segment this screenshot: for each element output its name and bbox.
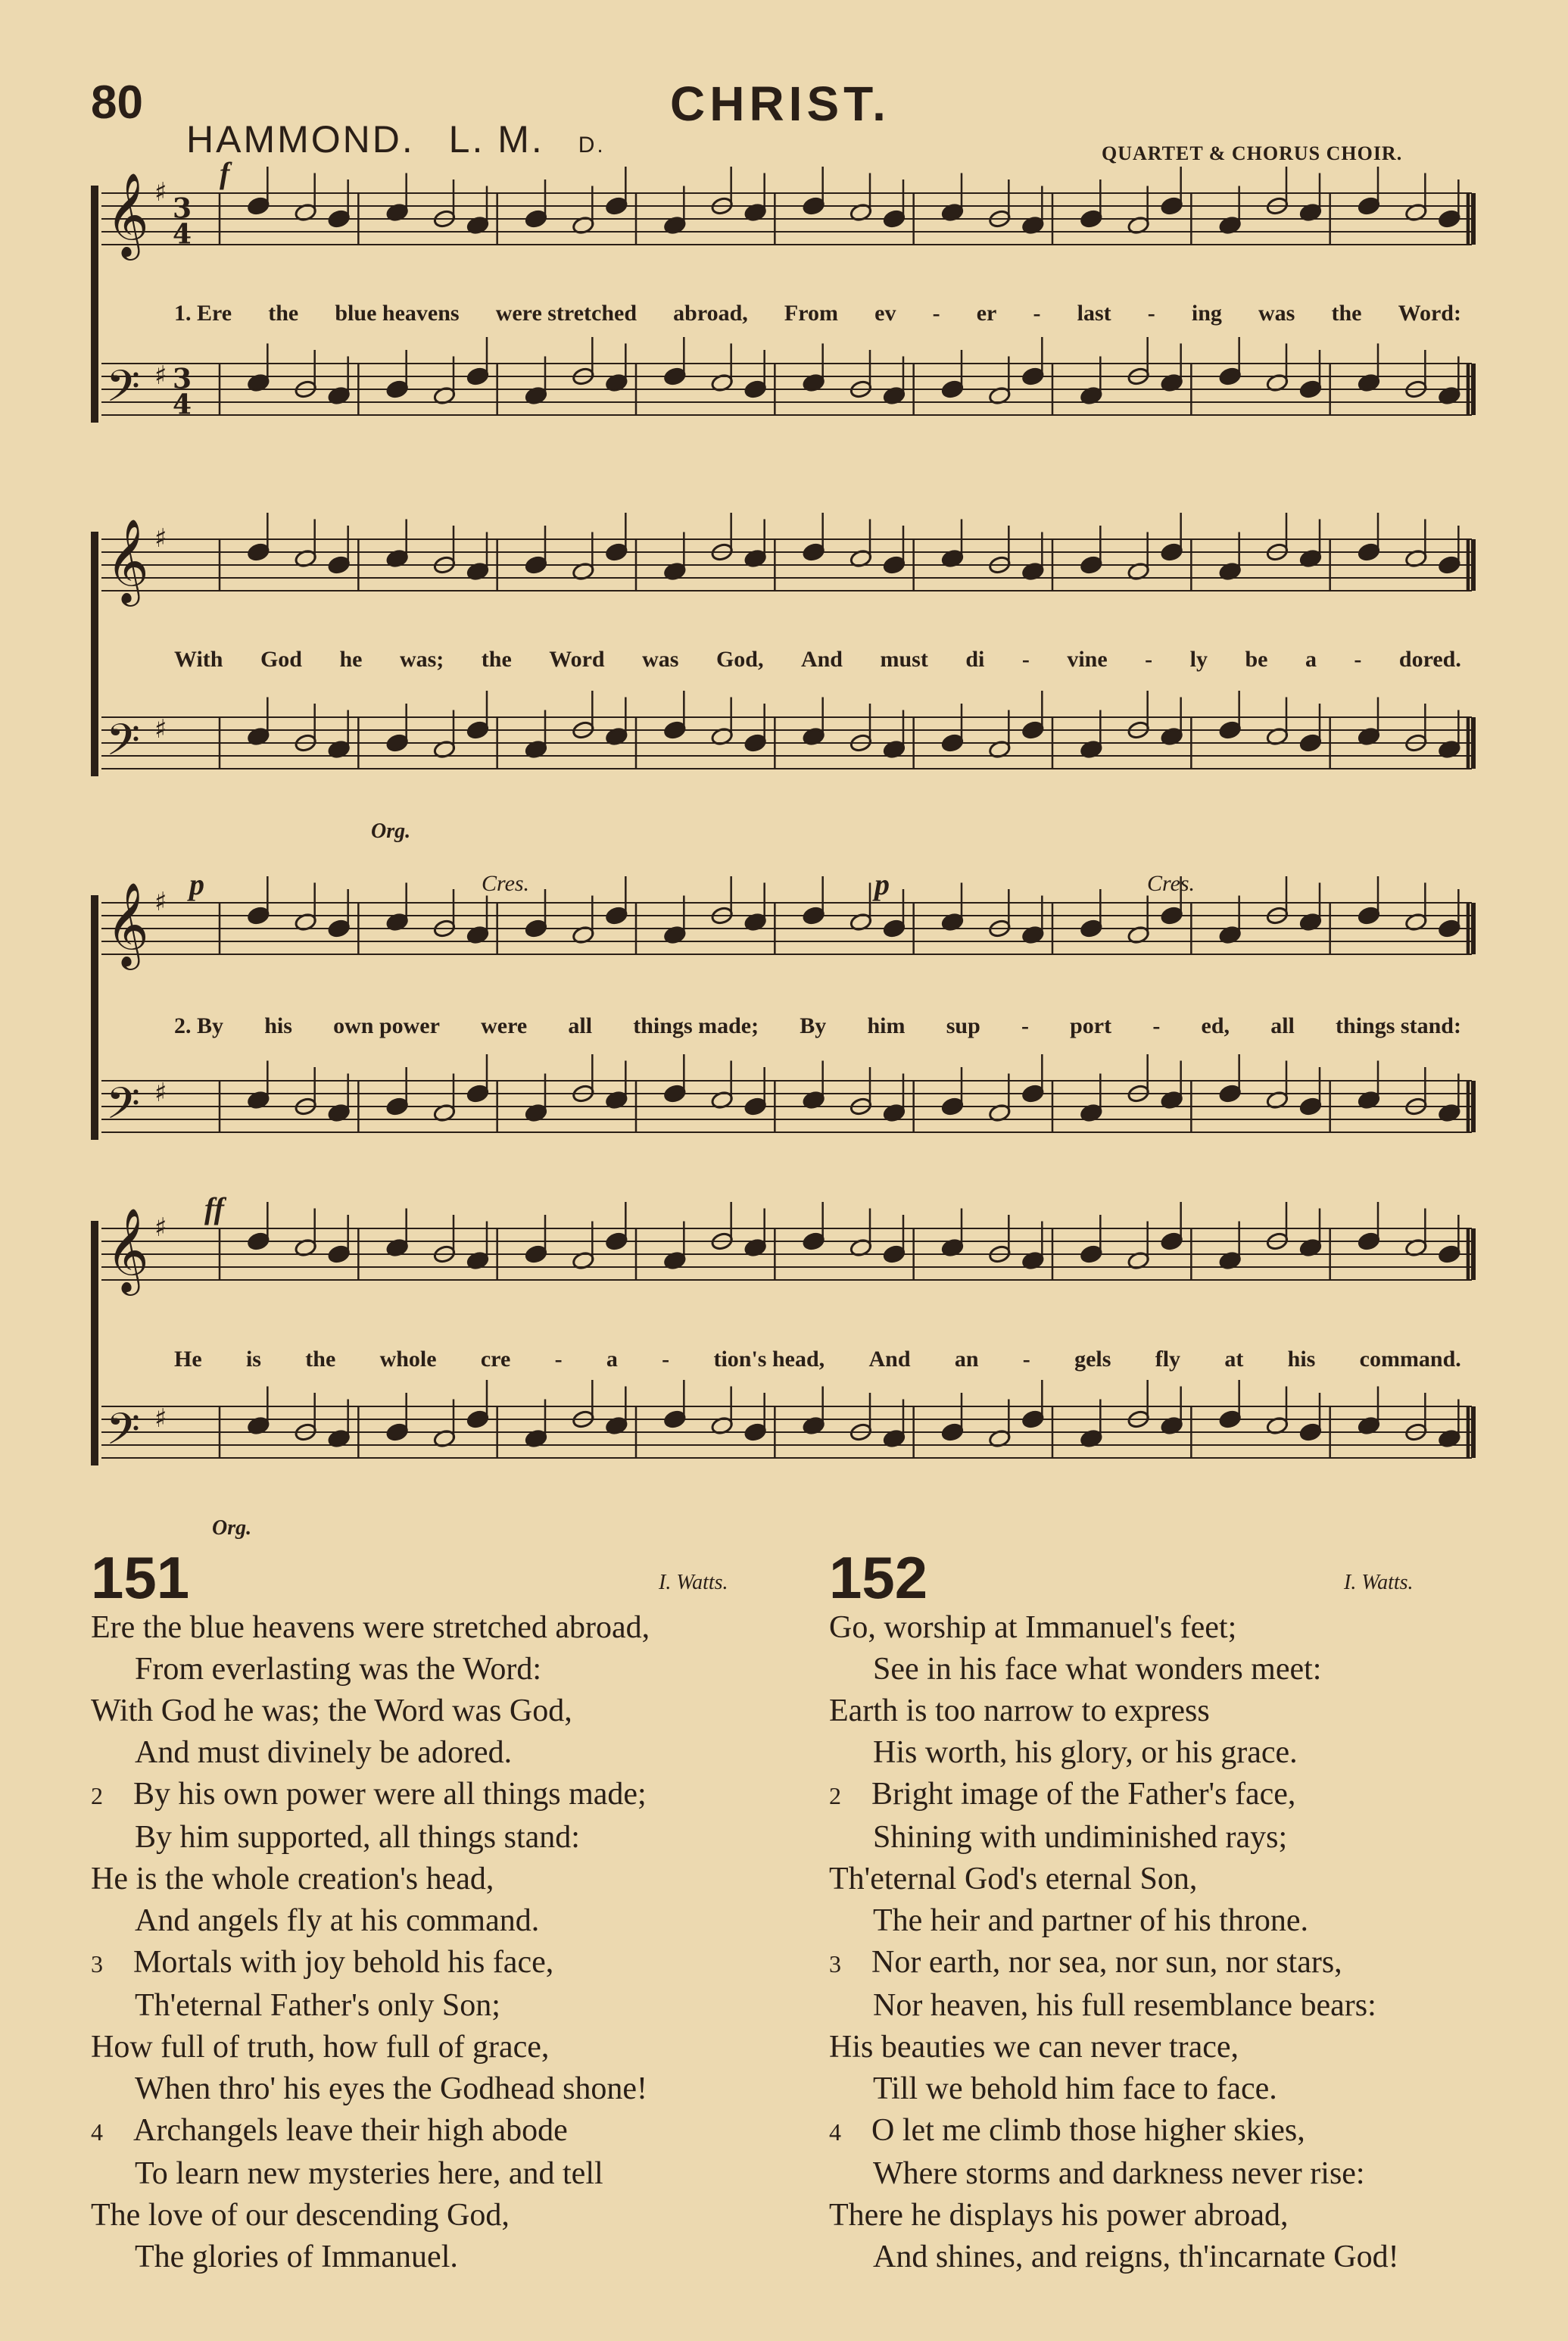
lyric-syllable: were [481, 1013, 528, 1038]
note-head [802, 542, 825, 562]
note-head [941, 379, 965, 399]
note-head [1438, 209, 1461, 229]
lyric-syllable: By [800, 1013, 827, 1038]
verse-line [829, 2027, 1399, 2068]
note-head [1438, 555, 1461, 575]
lyric-syllable: He [174, 1347, 202, 1372]
note-head [941, 733, 965, 753]
note-head [743, 1097, 767, 1116]
lyric-syllable: From [784, 301, 839, 326]
verse-number: 2 [829, 1782, 841, 1809]
lyric-syllable: the [268, 301, 299, 326]
verse-text: And must divinely be adored. [135, 1735, 513, 1770]
lyric-syllable: be [1245, 647, 1268, 672]
lyric-syllable: - [554, 1347, 563, 1372]
note-head [1021, 367, 1045, 386]
note-head [1160, 1231, 1183, 1251]
note-head [1080, 1244, 1103, 1264]
verse-line [91, 2236, 650, 2278]
organ-marking: Org. [371, 819, 411, 843]
dynamic-piano-1: p [189, 867, 204, 901]
note-head [327, 555, 351, 575]
lyric-syllable: must [880, 647, 928, 672]
verse-line [91, 1859, 650, 1900]
verse-line [91, 1690, 650, 1732]
music-system-2 [91, 509, 1484, 842]
dynamic-piano-2: p [874, 867, 890, 901]
lyric-syllable: a [606, 1347, 618, 1372]
verse-text: From everlasting was the Word: [135, 1652, 542, 1687]
note-head [883, 209, 906, 229]
tune-meter: L. M. [448, 118, 544, 161]
note-head [385, 733, 409, 753]
note-head [466, 1409, 490, 1429]
lyric-syllable: he [339, 647, 363, 672]
lyric-syllable: ed, [1201, 1013, 1230, 1038]
verse-text: To learn new mysteries here, and tell [135, 2156, 603, 2191]
note-head [1021, 1084, 1045, 1103]
note-head [883, 555, 906, 575]
sharp-icon: ♯ [154, 1078, 167, 1109]
lyric-syllable: the [481, 647, 512, 672]
note-head [327, 1244, 351, 1264]
lyric-line-4 [91, 1347, 1484, 1372]
note-head [525, 1244, 548, 1264]
verse-text: How full of truth, how full of grace, [91, 2030, 550, 2065]
verse-number: 3 [91, 1950, 103, 1977]
note-head [663, 720, 687, 740]
note-head [1021, 720, 1045, 740]
verse-line [829, 2236, 1399, 2278]
lyric-syllable: 2. By [174, 1013, 224, 1038]
note-head [466, 1084, 490, 1103]
verse-text: O let me climb those higher skies, [871, 2113, 1305, 2148]
note-head [605, 542, 628, 562]
verse-text: And angels fly at his command. [135, 1903, 540, 1938]
lyric-syllable: God [260, 647, 302, 672]
lyric-syllable: vine [1067, 647, 1108, 672]
verse-number: 4 [829, 2118, 841, 2146]
bass-clef-icon: 𝄢 [106, 361, 141, 423]
verse-text: Go, worship at Immanuel's feet; [829, 1610, 1237, 1645]
ensemble-label: QUARTET & CHORUS CHOIR. [1102, 142, 1403, 164]
verse-text: With God he was; the Word was God, [91, 1693, 572, 1728]
note-head [1438, 919, 1461, 938]
lyric-syllable: cre [480, 1347, 511, 1372]
lyric-syllable: And [800, 647, 843, 672]
music-staves-3 [91, 872, 1484, 1213]
verse-text: By his own power were all things made; [133, 1777, 647, 1812]
verse-text: Till we behold him face to face. [873, 2071, 1277, 2106]
hymn-number: 152 [829, 1544, 928, 1611]
verse-line [91, 1942, 650, 1985]
lyric-syllable: his [264, 1013, 292, 1038]
lyric-syllable: er [976, 301, 997, 326]
music-system-3 [91, 867, 1484, 1213]
treble-clef-icon: 𝄞 [106, 882, 149, 967]
verse-text: His beauties we can never trace, [829, 2030, 1239, 2065]
verse-number: 2 [91, 1782, 103, 1809]
sharp-icon: ♯ [154, 714, 167, 745]
lyric-syllable: - [662, 1347, 670, 1372]
verse-text: His worth, his glory, or his grace. [873, 1735, 1298, 1770]
lyric-syllable: - [1022, 1347, 1030, 1372]
note-head [1299, 379, 1323, 399]
note-head [802, 1231, 825, 1251]
lyric-syllable: were stretched [495, 301, 637, 326]
lyric-syllable: Word [549, 647, 605, 672]
dynamic-fortissimo: ff [204, 1191, 224, 1225]
verse-line [829, 2195, 1399, 2236]
note-head [883, 1244, 906, 1264]
note-head [1438, 1244, 1461, 1264]
sharp-icon: ♯ [154, 523, 167, 554]
lyric-syllable: - [1152, 1013, 1161, 1038]
lyric-syllable: - [1147, 301, 1155, 326]
page-number: 80 [91, 76, 143, 129]
lyric-syllable: dored. [1398, 647, 1461, 672]
note-head [743, 379, 767, 399]
sharp-icon: ♯ [154, 361, 167, 392]
lyric-syllable: - [932, 301, 940, 326]
bass-clef-icon: 𝄢 [106, 714, 141, 777]
lyric-syllable: the [305, 1347, 336, 1372]
verse-line [829, 2068, 1399, 2110]
verse-line [829, 1690, 1399, 1732]
lyric-syllable: an [954, 1347, 979, 1372]
note-head [247, 542, 270, 562]
time-signature-top: 3 [173, 363, 192, 395]
lyric-line-3 [91, 1013, 1484, 1039]
note-head [743, 733, 767, 753]
lyric-syllable: ev [874, 301, 896, 326]
sharp-icon: ♯ [154, 1403, 167, 1434]
lyric-syllable: was [1258, 301, 1295, 326]
note-head [1218, 720, 1242, 740]
verse-number: 3 [829, 1950, 841, 1977]
music-staves-4 [91, 1198, 1484, 1547]
verse-line [91, 2110, 650, 2153]
note-head [743, 1422, 767, 1442]
verse-line [91, 1732, 650, 1774]
note-head [385, 1422, 409, 1442]
note-head [605, 1231, 628, 1251]
note-head [1358, 542, 1381, 562]
verse-text: The glories of Immanuel. [135, 2240, 458, 2274]
hymn-verses [829, 1607, 1399, 2278]
note-head [525, 555, 548, 575]
lyric-syllable: a [1305, 647, 1317, 672]
time-signature-bottom: 4 [173, 389, 192, 421]
hymn-author: I. Watts. [1344, 1571, 1414, 1594]
lyric-syllable: abroad, [673, 301, 748, 326]
note-head [327, 209, 351, 229]
sharp-icon: ♯ [154, 1213, 167, 1244]
note-head [1358, 1231, 1381, 1251]
lyric-syllable: ing [1191, 301, 1222, 326]
note-head [1160, 906, 1183, 925]
lyric-syllable: blue heavens [335, 301, 460, 326]
crescendo-2: Cres. [1147, 871, 1195, 896]
verse-text: Ere the blue heavens were stretched abroad, [91, 1610, 650, 1645]
lyric-syllable: things stand: [1336, 1013, 1461, 1038]
verse-text: There he displays his power abroad, [829, 2198, 1289, 2233]
lyric-syllable: his [1287, 1347, 1316, 1372]
lyric-syllable: fly [1155, 1347, 1181, 1372]
note-head [1299, 1422, 1323, 1442]
music-system-1 [91, 156, 1484, 481]
note-head [1218, 1084, 1242, 1103]
verse-text: Archangels leave their high abode [133, 2113, 568, 2148]
lyric-syllable: all [1270, 1013, 1295, 1038]
time-signature-top: 3 [173, 192, 192, 225]
lyric-syllable: ly [1189, 647, 1208, 672]
lyric-syllable: port [1070, 1013, 1112, 1038]
verse-line [829, 1649, 1399, 1690]
verse-line [829, 2110, 1399, 2153]
treble-clef-icon: 𝄞 [106, 172, 149, 258]
verse-text: Th'eternal Father's only Son; [135, 1988, 500, 2023]
verse-text: Th'eternal God's eternal Son, [829, 1862, 1198, 1896]
note-head [247, 196, 270, 216]
organ-marking-2: Org. [212, 1516, 252, 1540]
verse-text: Bright image of the Father's face, [871, 1777, 1296, 1812]
verse-line [829, 1985, 1399, 2027]
note-head [525, 919, 548, 938]
note-head [663, 367, 687, 386]
tune-heading [186, 117, 606, 161]
note-head [1358, 906, 1381, 925]
note-head [385, 1097, 409, 1116]
note-head [1218, 367, 1242, 386]
verse-line [91, 2153, 650, 2195]
note-head [1358, 196, 1381, 216]
verse-text: When thro' his eyes the Godhead shone! [135, 2071, 648, 2106]
tune-suffix: D. [578, 133, 606, 158]
verse-line [829, 2153, 1399, 2195]
lyric-syllable: - [1021, 647, 1030, 672]
lyric-syllable: at [1224, 1347, 1244, 1372]
note-head [663, 1084, 687, 1103]
verse-text: Mortals with joy behold his face, [133, 1945, 554, 1980]
note-head [247, 1231, 270, 1251]
note-head [1160, 542, 1183, 562]
lyric-syllable: With [174, 647, 223, 672]
verse-line [91, 1649, 650, 1690]
hymn-verses [91, 1607, 650, 2278]
bass-clef-icon: 𝄢 [106, 1403, 141, 1466]
section-title: CHRIST. [670, 76, 890, 131]
note-head [385, 379, 409, 399]
note-head [1160, 196, 1183, 216]
verse-line [91, 1774, 650, 1817]
note-head [525, 209, 548, 229]
crescendo-1: Cres. [482, 871, 530, 896]
note-head [1080, 919, 1103, 938]
lyric-syllable: was; [399, 647, 444, 672]
verse-text: See in his face what wonders meet: [873, 1652, 1322, 1687]
lyric-syllable: last [1077, 301, 1111, 326]
lyric-syllable: 1. Ere [174, 301, 232, 326]
lyric-syllable: - [1033, 301, 1041, 326]
verse-line [829, 1817, 1399, 1859]
lyric-syllable: all [568, 1013, 593, 1038]
verse-line [829, 1774, 1399, 1817]
verse-line [91, 2027, 650, 2068]
lyric-syllable: the [1331, 301, 1362, 326]
note-head [802, 196, 825, 216]
sharp-icon: ♯ [154, 177, 167, 208]
hymn-author: I. Watts. [659, 1571, 728, 1594]
music-staves-2 [91, 509, 1484, 842]
verse-text: He is the whole creation's head, [91, 1862, 494, 1896]
verse-text: Where storms and darkness never rise: [873, 2156, 1365, 2191]
lyric-syllable: God, [715, 647, 764, 672]
verse-line [829, 1607, 1399, 1649]
lyric-syllable: command. [1359, 1347, 1461, 1372]
lyric-line-2 [91, 647, 1484, 673]
note-head [1021, 1409, 1045, 1429]
verse-text: Nor heaven, his full resemblance bears: [873, 1988, 1376, 2023]
lyric-syllable: own power [333, 1013, 440, 1038]
verse-text: And shines, and reigns, th'incarnate God! [873, 2240, 1399, 2274]
time-signature-bottom: 4 [173, 218, 192, 251]
note-head [247, 906, 270, 925]
verse-line [91, 2068, 650, 2110]
verse-line [91, 1900, 650, 1942]
lyric-syllable: tion's head, [713, 1347, 825, 1372]
sharp-icon: ♯ [154, 887, 167, 918]
verse-text: Nor earth, nor sea, nor sun, nor stars, [871, 1945, 1342, 1980]
verse-text: The heir and partner of his throne. [873, 1903, 1308, 1938]
note-head [663, 1409, 687, 1429]
verse-line [829, 1942, 1399, 1985]
note-head [466, 720, 490, 740]
note-head [883, 919, 906, 938]
tune-name: HAMMOND. [186, 118, 415, 161]
lyric-syllable: Word: [1398, 301, 1461, 326]
verse-line [91, 1607, 650, 1649]
dynamic-forte: f [220, 156, 230, 190]
verse-line [91, 1985, 650, 2027]
treble-clef-icon: 𝄞 [106, 1207, 149, 1293]
note-head [1080, 209, 1103, 229]
verse-text: By him supported, all things stand: [135, 1820, 580, 1855]
lyric-syllable: gels [1074, 1347, 1111, 1372]
verse-line [829, 1900, 1399, 1942]
lyric-syllable: - [1021, 1013, 1029, 1038]
note-head [802, 906, 825, 925]
music-system-4 [91, 1191, 1484, 1547]
lyric-syllable: things made; [633, 1013, 759, 1038]
bass-clef-icon: 𝄢 [106, 1078, 141, 1141]
lyric-syllable: whole [379, 1347, 437, 1372]
lyric-line-1 [91, 301, 1484, 326]
lyric-syllable: was [642, 647, 679, 672]
verse-line [829, 1732, 1399, 1774]
verse-line [91, 2195, 650, 2236]
note-head [327, 919, 351, 938]
lyric-syllable: And [868, 1347, 911, 1372]
lyric-syllable: - [1354, 647, 1362, 672]
note-head [941, 1097, 965, 1116]
note-head [1299, 733, 1323, 753]
verse-text: Earth is too narrow to express [829, 1693, 1210, 1728]
system-brace [91, 1221, 98, 1465]
verse-text: The love of our descending God, [91, 2198, 510, 2233]
note-head [605, 906, 628, 925]
lyric-syllable: - [1145, 647, 1153, 672]
note-head [605, 196, 628, 216]
note-head [1218, 1409, 1242, 1429]
note-head [941, 1422, 965, 1442]
note-head [1080, 555, 1103, 575]
verse-line [91, 1817, 650, 1859]
lyric-syllable: sup [946, 1013, 980, 1038]
lyric-syllable: is [245, 1347, 261, 1372]
lyric-syllable: di [965, 647, 985, 672]
verse-number: 4 [91, 2118, 103, 2146]
verse-line [829, 1859, 1399, 1900]
note-head [1299, 1097, 1323, 1116]
hymn-number: 151 [91, 1544, 190, 1611]
note-head [466, 367, 490, 386]
treble-clef-icon: 𝄞 [106, 518, 149, 604]
lyric-syllable: him [867, 1013, 906, 1038]
verse-text: Shining with undiminished rays; [873, 1820, 1288, 1855]
